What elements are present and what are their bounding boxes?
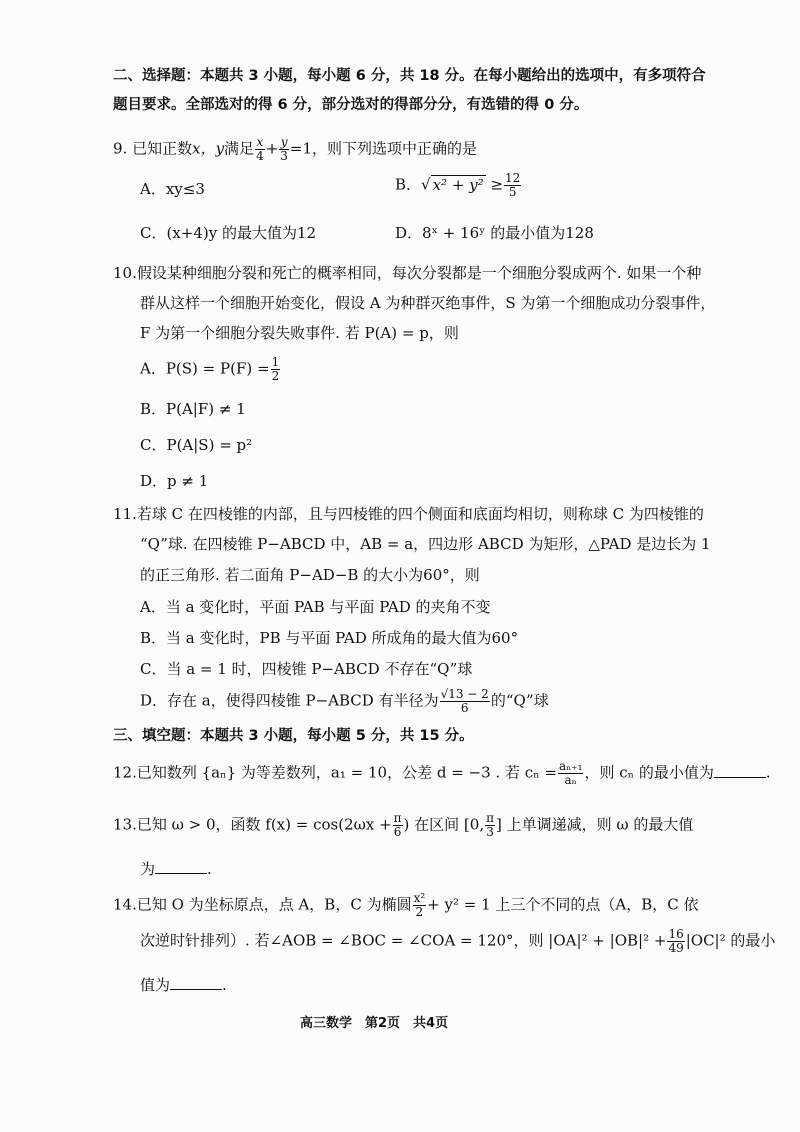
question-9-option-d: D．8ˣ + 16ʸ 的最小值为128	[395, 224, 594, 242]
question-10-option-a: A．P(S) = P(F) = $\frac{1}{2}$	[140, 355, 280, 384]
question-9-option-b: B．√ x² + y² ≥ $\frac{12}{5}$	[395, 171, 521, 200]
section2-header-line1: 二、选择题：本题共 3 小题，每小题 6 分，共 18 分。在每小题给出的选项中，有多项符合	[113, 68, 706, 84]
question-11-option-a: A．当 a 变化时，平面 PAB 与平面 PAD 的夹角不变	[140, 598, 491, 616]
question-9-frac-x4: $\frac{x}{4}$	[256, 135, 264, 164]
question-13-number: 13.	[113, 815, 137, 834]
question-10-option-d: D．p ≠ 1	[140, 472, 209, 490]
question-12: 12.已知数列 {aₙ} 为等差数列，a₁ = 10，公差 d = −3 . 若 cₙ = $\frac{\text{aₙ₊₁}}{\text{aₙ}}$ ，则 cₙ 的最小值为 .	[113, 759, 771, 788]
question-10-line1	[113, 262, 701, 283]
answer-blank-12[interactable]	[714, 765, 766, 778]
answer-blank-13[interactable]	[155, 861, 207, 874]
question-10-text-1: 假设某种细胞分裂和死亡的概率相同，每次分裂都是一个细胞分裂成两个. 如果一个种	[136, 264, 702, 282]
question-9-vars: x，y	[192, 139, 225, 158]
question-11-text-1: 若球 C 在四棱锥的内部，且与四棱锥的四个侧面和底面均相切，则称球 C 为四棱锥的	[136, 505, 704, 523]
question-9-number: 9.	[113, 139, 128, 158]
section2-header-line2: 题目要求。全部选对的得 6 分，部分选对的得部分分，有选错的得 0 分。	[113, 97, 589, 113]
answer-blank-14[interactable]	[170, 977, 222, 990]
question-12-number: 12.	[113, 763, 137, 782]
question-11-line1	[113, 503, 704, 524]
question-10-option-c: C．P(A|S) = p²	[140, 436, 253, 454]
question-14-line1: 14.已知 O 为坐标原点，点 A，B，C 为椭圆 $\frac{\text{x²}}{2}$ + y² = 1 上三个不同的点（A，B，C 依	[113, 891, 699, 920]
question-14-line3: 值为 .	[140, 976, 227, 994]
question-10-line3: F 为第一个细胞分裂失败事件. 若 P(A) = p，则	[140, 324, 459, 342]
question-9-frac-y3: $\frac{y}{3}$	[280, 135, 288, 164]
question-14-line2: 次逆时针排列）. 若∠AOB = ∠BOC = ∠COA = 120°，则 |OA|² + |OB|² + $\frac{16}{49}$ |OC|² 的最小	[140, 927, 776, 956]
question-11-line3: 的正三角形. 若二面角 P−AD−B 的大小为60°，则	[140, 566, 480, 584]
question-11-option-b: B．当 a 变化时，PB 与平面 PAD 所成角的最大值为60°	[140, 629, 519, 647]
question-14-number: 14.	[113, 895, 137, 914]
question-11-option-d: D．存在 a，使得四棱锥 P−ABCD 有半径为 $\frac{√13 - 2}{6}$ 的“Q”球	[140, 687, 549, 716]
section3-header: 三、填空题：本题共 3 小题，每小题 5 分，共 15 分。	[113, 728, 474, 744]
question-10-option-b: B．P(A|F) ≠ 1	[140, 400, 246, 418]
plus-sign: +	[265, 139, 279, 158]
question-10-line2: 群从这样一个细胞开始变化，假设 A 为种群灭绝事件，S 为第一个细胞成功分裂事件，	[140, 294, 716, 312]
question-13-line2: 为 .	[140, 860, 212, 878]
page-footer: 高三数学 第2页 共4页	[300, 1016, 449, 1031]
question-9-stem	[113, 136, 477, 163]
question-9-text-b: 满足	[224, 139, 255, 158]
question-9-text-c: 则下列选项中正确的是	[327, 139, 478, 158]
question-11-option-c: C．当 a = 1 时，四棱锥 P−ABCD 不存在“Q”球	[140, 660, 473, 678]
question-9-option-a: A．xy≤3	[140, 180, 205, 198]
question-9-eq: =1，	[289, 139, 328, 158]
question-13-line1: 13.已知 ω > 0，函数 f(x) = cos(2ωx + $\frac{\pi}{6}$ ) 在区间 [0, $\frac{\pi}{3}$ ] 上单调递减，则 ω 的最大值	[113, 811, 694, 840]
question-11-line2: “Q”球. 在四棱锥 P−ABCD 中，AB = a，四边形 ABCD 为矩形，△PAD 是边长为 1	[140, 535, 711, 553]
question-9-text-a: 已知正数	[132, 139, 193, 158]
question-9-option-c: C．(x+4)y 的最大值为12	[140, 224, 317, 242]
question-11-number: 11.	[113, 505, 137, 523]
question-10-number: 10.	[113, 264, 137, 282]
